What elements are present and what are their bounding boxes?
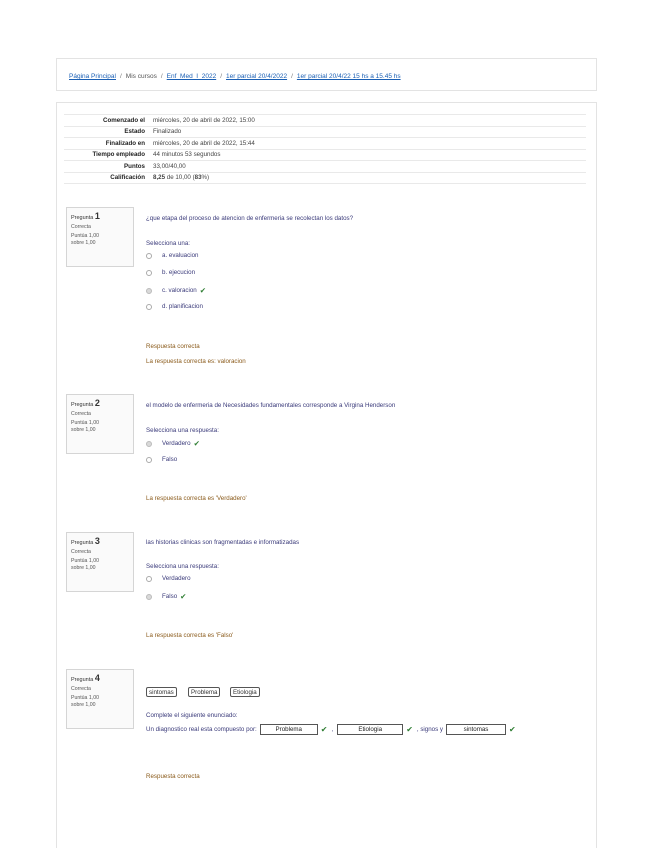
answer-option[interactable]: d. planificacion bbox=[146, 303, 203, 310]
drag-item-problema[interactable]: Problema bbox=[188, 687, 220, 697]
radio-button[interactable] bbox=[146, 457, 152, 463]
question-number: Pregunta 2 bbox=[71, 398, 100, 408]
drop-zone-1[interactable]: Problema bbox=[260, 724, 318, 735]
answer-option[interactable]: c. valoracion ✔ bbox=[146, 286, 206, 295]
grade-value bbox=[149, 172, 586, 184]
question-status: Correcta bbox=[71, 549, 91, 555]
radio-button-selected[interactable] bbox=[146, 441, 152, 447]
radio-button-selected[interactable] bbox=[146, 288, 152, 294]
question-2-prompt: Selecciona una respuesta: bbox=[146, 427, 219, 434]
question-grade: Puntúa 1,00 sobre 1,00 bbox=[71, 420, 99, 433]
question-1-feedback: Respuesta correcta bbox=[146, 343, 200, 350]
sentence-separator: , bbox=[331, 726, 334, 733]
grade-score: 8,25 bbox=[153, 174, 166, 182]
summary-value: Finalizado bbox=[149, 126, 586, 138]
grade-suffix: %) bbox=[201, 174, 210, 182]
question-4-feedback: Respuesta correcta bbox=[146, 773, 200, 780]
drop-zone-2[interactable]: Etiologia bbox=[337, 724, 403, 735]
summary-row bbox=[64, 115, 586, 127]
summary-row bbox=[64, 161, 586, 173]
quiz-review-panel bbox=[56, 102, 597, 848]
summary-row bbox=[64, 172, 586, 184]
summary-row bbox=[64, 126, 586, 138]
check-icon: ✔ bbox=[199, 286, 207, 295]
question-2-text: el modelo de enfermeria de Necesidades fundamentales corresponde a Virgina Henderson bbox=[146, 402, 396, 409]
answer-option[interactable]: Falso ✔ bbox=[146, 592, 186, 601]
summary-value: miércoles, 20 de abril de 2022, 15:44 bbox=[149, 138, 586, 150]
summary-row bbox=[64, 149, 586, 161]
question-status: Correcta bbox=[71, 411, 91, 417]
question-4-info bbox=[66, 669, 134, 729]
summary-label: Estado bbox=[64, 126, 149, 138]
question-1-right-answer: La respuesta correcta es: valoracion bbox=[146, 358, 246, 365]
check-icon: ✔ bbox=[180, 592, 187, 601]
question-grade: Puntúa 1,00 sobre 1,00 bbox=[71, 695, 99, 708]
question-grade: Puntúa 1,00 sobre 1,00 bbox=[71, 558, 99, 571]
check-icon: ✔ bbox=[193, 439, 200, 448]
question-status: Correcta bbox=[71, 686, 91, 692]
check-icon: ✔ bbox=[320, 725, 328, 734]
radio-button[interactable] bbox=[146, 304, 152, 310]
breadcrumb-section-link[interactable]: 1er parcial 20/4/2022 bbox=[226, 73, 288, 80]
breadcrumb-quiz-link[interactable]: 1er parcial 20/4/22 15 hs a 15.45 hs bbox=[296, 73, 401, 80]
question-number: Pregunta 1 bbox=[71, 211, 100, 221]
grade-total: de 10,00 ( bbox=[165, 174, 195, 182]
check-icon: ✔ bbox=[406, 725, 413, 734]
radio-button[interactable] bbox=[146, 253, 152, 259]
summary-label: Tiempo empleado bbox=[64, 149, 149, 161]
breadcrumb: Página Principal / Mis cursos / Enf_Med_I_2022 / 1er parcial 20/4/2022 / 1er parcial 20/4/22 15 hs a 15.45 hs bbox=[69, 73, 401, 80]
drag-item-etiologia[interactable]: Etiologia bbox=[230, 687, 260, 697]
question-2-info bbox=[66, 394, 134, 454]
radio-button[interactable] bbox=[146, 270, 152, 276]
answer-option[interactable]: Verdadero ✔ bbox=[146, 439, 200, 448]
question-3-info bbox=[66, 532, 134, 592]
summary-label: Calificación bbox=[64, 172, 149, 184]
question-3-right-answer: La respuesta correcta es 'Falso' bbox=[146, 632, 234, 639]
grade-percent: 83 bbox=[194, 174, 202, 182]
attempt-summary-table bbox=[64, 114, 586, 184]
summary-value: miércoles, 20 de abril de 2022, 15:00 bbox=[149, 115, 586, 127]
question-3-prompt: Selecciona una respuesta: bbox=[146, 563, 219, 570]
drop-zone-3[interactable]: sintomas bbox=[446, 724, 506, 735]
question-number: Pregunta 4 bbox=[71, 673, 100, 683]
question-2-right-answer: La respuesta correcta es 'Verdadero' bbox=[146, 495, 247, 502]
sentence-separator: , signos y bbox=[416, 726, 444, 733]
answer-option[interactable]: Falso bbox=[146, 456, 177, 463]
radio-button-selected[interactable] bbox=[146, 594, 152, 600]
question-status: Correcta bbox=[71, 224, 91, 230]
question-1-text: ¿que etapa del proceso de atencion de enfermeria se recolectan los datos? bbox=[146, 215, 354, 222]
question-4-sentence bbox=[146, 724, 520, 735]
summary-label: Comenzado el bbox=[64, 115, 149, 127]
breadcrumb-mycourses: Mis cursos bbox=[125, 73, 157, 80]
breadcrumb-course-link[interactable]: Enf_Med_I_2022 bbox=[166, 73, 217, 80]
breadcrumb-container bbox=[56, 58, 597, 91]
summary-row bbox=[64, 138, 586, 150]
question-4-prompt: Complete el siguiente enunciado: bbox=[146, 712, 238, 719]
answer-option[interactable]: Verdadero bbox=[146, 575, 191, 582]
sentence-start: Un diagnostico real esta compuesto por: bbox=[146, 726, 257, 733]
summary-value: 44 minutos 53 segundos bbox=[149, 149, 586, 161]
question-number: Pregunta 3 bbox=[71, 536, 100, 546]
question-1-info bbox=[66, 207, 134, 267]
question-grade: Puntúa 1,00 sobre 1,00 bbox=[71, 233, 99, 246]
question-3-text: las historias clinicas son fragmentadas e informatizadas bbox=[146, 539, 300, 546]
answer-option[interactable]: a. evaluacion bbox=[146, 252, 198, 259]
summary-label: Finalizado en bbox=[64, 138, 149, 150]
answer-option[interactable]: b. ejecucion bbox=[146, 269, 195, 276]
summary-value: 33,00/40,00 bbox=[149, 161, 586, 173]
breadcrumb-home-link[interactable]: Página Principal bbox=[69, 73, 116, 80]
drag-item-sintomas[interactable]: sintomas bbox=[146, 687, 177, 697]
summary-label: Puntos bbox=[64, 161, 149, 173]
question-1-prompt: Selecciona una: bbox=[146, 240, 191, 247]
radio-button[interactable] bbox=[146, 576, 152, 582]
check-icon: ✔ bbox=[509, 725, 516, 734]
